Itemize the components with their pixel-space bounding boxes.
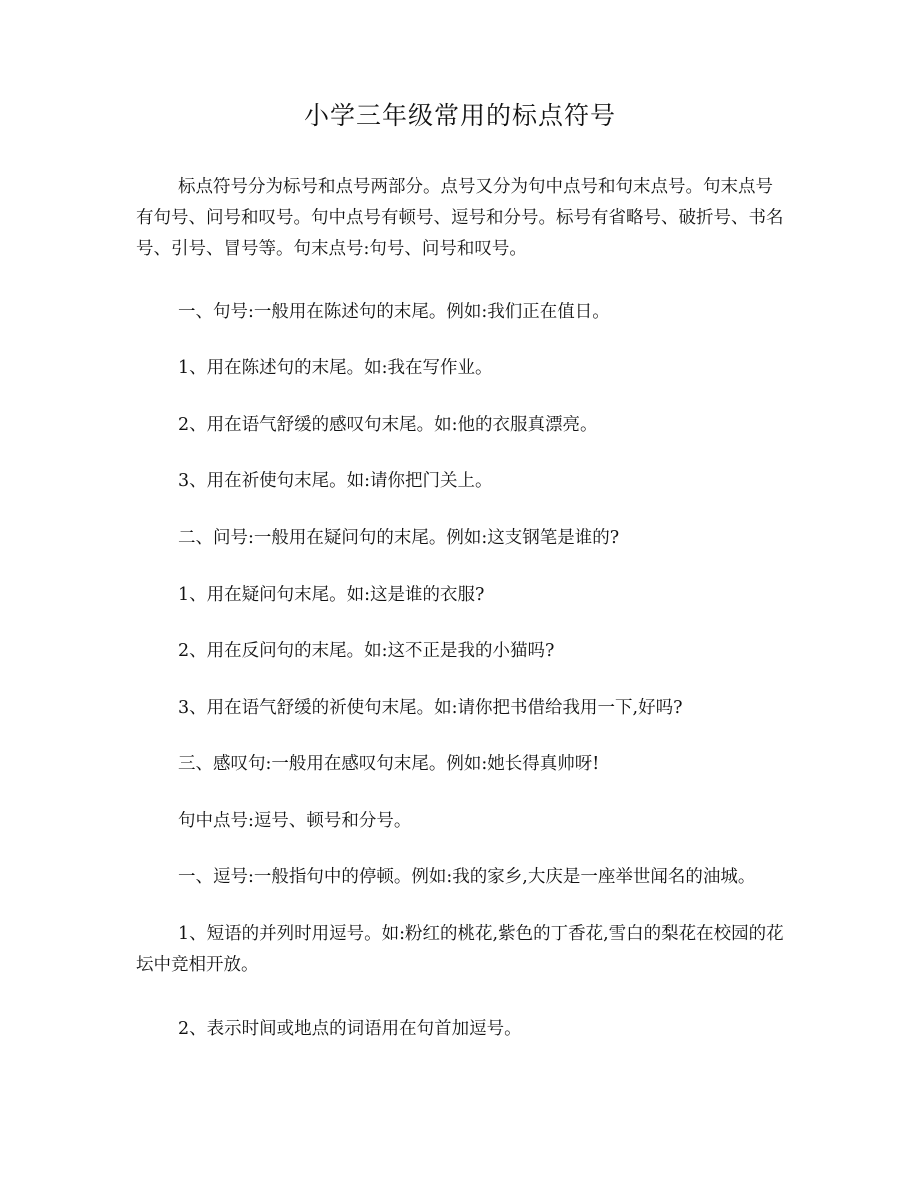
section-comma: 一、逗号:一般指句中的停顿。例如:我的家乡,大庆是一座举世闻名的油城。 [178,867,756,887]
list-item: 2、用在语气舒缓的感叹句末尾。如:他的衣服真漂亮。 [178,415,598,435]
page-title: 小学三年级常用的标点符号 [303,101,616,130]
section-question-mark: 二、问号:一般用在疑问句的末尾。例如:这支钢笔是谁的? [178,528,620,548]
section-exclamation: 三、感叹句:一般用在感叹句末尾。例如:她长得真帅呀! [178,754,600,774]
list-item: 1、用在疑问句末尾。如:这是谁的衣服? [178,585,485,605]
list-item: 3、用在语气舒缓的祈使句末尾。如:请你把书借给我用一下,好吗? [178,698,683,718]
list-item: 2、表示时间或地点的词语用在句首加逗号。 [178,1019,522,1039]
section-period: 一、句号:一般用在陈述句的末尾。例如:我们正在值日。 [178,302,610,322]
intro-paragraph: 标点符号分为标号和点号两部分。点号又分为句中点号和句末点号。句末点号有句号、问号和叹号。句中点号有顿号、逗号和分号。标号有省略号、破折号、书名号、引号、冒号等。句末点号:句号、问号和叹号。 [136,177,784,259]
list-item: 1、短语的并列时用逗号。如:粉红的桃花,紫色的丁香花,雪白的梨花在校园的花坛中竞相开放。 [136,924,784,975]
list-item: 1、用在陈述句的末尾。如:我在写作业。 [178,358,493,378]
section-mid-sentence-marks: 句中点号:逗号、顿号和分号。 [178,811,412,831]
list-item: 2、用在反问句的末尾。如:这不正是我的小猫吗? [178,641,555,661]
list-item: 3、用在祈使句末尾。如:请你把门关上。 [178,471,493,491]
